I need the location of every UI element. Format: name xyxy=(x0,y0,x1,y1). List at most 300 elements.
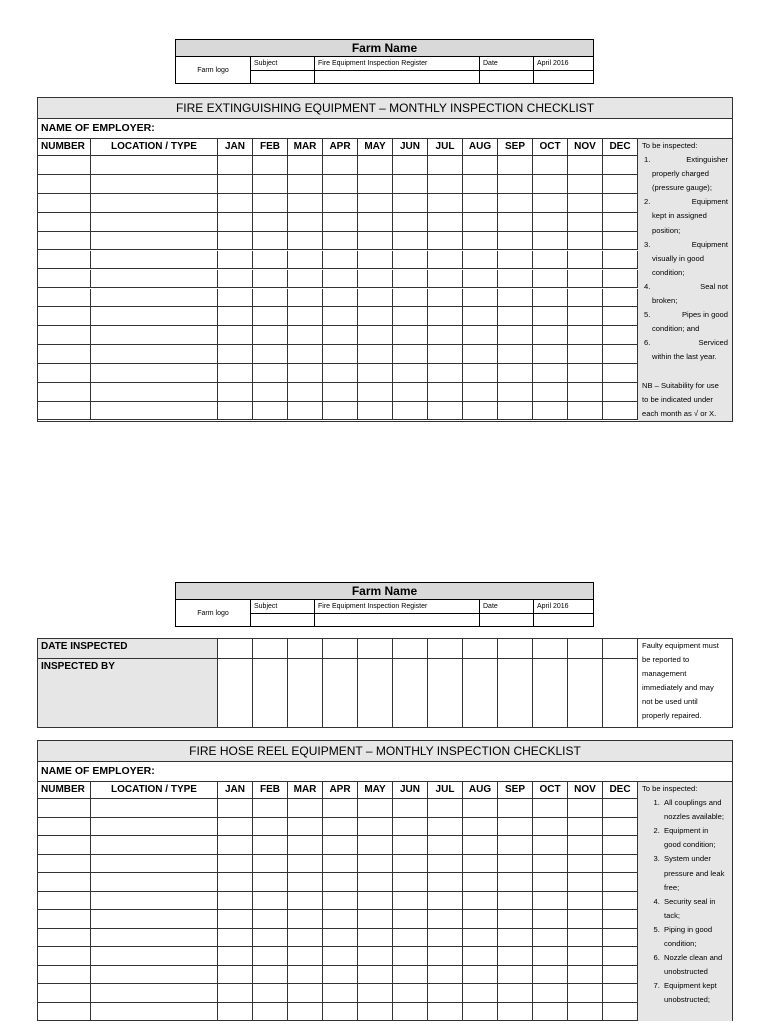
month-cell[interactable] xyxy=(288,799,323,818)
month-cell[interactable] xyxy=(288,232,323,251)
month-cell[interactable] xyxy=(533,251,568,270)
month-cell[interactable] xyxy=(603,799,638,818)
month-cell[interactable] xyxy=(568,966,603,985)
month-cell[interactable] xyxy=(568,836,603,855)
month-cell[interactable] xyxy=(498,326,533,345)
month-cell[interactable] xyxy=(358,270,393,289)
month-cell[interactable] xyxy=(323,402,358,421)
month-cell[interactable] xyxy=(253,799,288,818)
month-cell[interactable] xyxy=(323,175,358,194)
location-cell[interactable] xyxy=(91,289,218,308)
month-cell[interactable] xyxy=(568,402,603,421)
month-cell[interactable] xyxy=(358,966,393,985)
month-cell[interactable] xyxy=(358,232,393,251)
month-cell[interactable] xyxy=(463,984,498,1003)
month-cell[interactable] xyxy=(568,194,603,213)
month-cell[interactable] xyxy=(498,213,533,232)
month-cell[interactable] xyxy=(218,345,253,364)
month-cell[interactable] xyxy=(533,270,568,289)
month-cell[interactable] xyxy=(603,892,638,911)
month-cell[interactable] xyxy=(428,345,463,364)
month-cell[interactable] xyxy=(218,270,253,289)
month-cell[interactable] xyxy=(323,307,358,326)
month-cell[interactable] xyxy=(358,156,393,175)
month-cell[interactable] xyxy=(323,326,358,345)
month-cell[interactable] xyxy=(428,892,463,911)
month-cell[interactable] xyxy=(323,947,358,966)
month-cell[interactable] xyxy=(603,345,638,364)
month-cell[interactable] xyxy=(393,383,428,402)
month-cell[interactable] xyxy=(358,213,393,232)
month-cell[interactable] xyxy=(218,1003,253,1022)
month-cell[interactable] xyxy=(568,1003,603,1022)
month-cell[interactable] xyxy=(533,307,568,326)
month-cell[interactable] xyxy=(568,929,603,948)
date-inspected-cell[interactable] xyxy=(533,639,568,659)
location-cell[interactable] xyxy=(91,984,218,1003)
month-cell[interactable] xyxy=(463,836,498,855)
month-cell[interactable] xyxy=(498,947,533,966)
inspected-by-cell[interactable] xyxy=(603,659,638,727)
month-cell[interactable] xyxy=(393,984,428,1003)
number-cell[interactable] xyxy=(38,175,91,194)
location-cell[interactable] xyxy=(91,910,218,929)
month-cell[interactable] xyxy=(603,929,638,948)
month-cell[interactable] xyxy=(218,194,253,213)
month-cell[interactable] xyxy=(323,910,358,929)
month-cell[interactable] xyxy=(218,175,253,194)
month-cell[interactable] xyxy=(323,270,358,289)
location-cell[interactable] xyxy=(91,818,218,837)
month-cell[interactable] xyxy=(253,156,288,175)
month-cell[interactable] xyxy=(323,1003,358,1022)
month-cell[interactable] xyxy=(288,383,323,402)
location-cell[interactable] xyxy=(91,345,218,364)
month-cell[interactable] xyxy=(218,910,253,929)
month-cell[interactable] xyxy=(323,873,358,892)
month-cell[interactable] xyxy=(428,383,463,402)
month-cell[interactable] xyxy=(463,326,498,345)
month-cell[interactable] xyxy=(463,213,498,232)
location-cell[interactable] xyxy=(91,873,218,892)
month-cell[interactable] xyxy=(498,799,533,818)
location-cell[interactable] xyxy=(91,1003,218,1022)
month-cell[interactable] xyxy=(218,947,253,966)
number-cell[interactable] xyxy=(38,966,91,985)
number-cell[interactable] xyxy=(38,345,91,364)
month-cell[interactable] xyxy=(393,836,428,855)
month-cell[interactable] xyxy=(533,947,568,966)
month-cell[interactable] xyxy=(323,383,358,402)
month-cell[interactable] xyxy=(253,232,288,251)
number-cell[interactable] xyxy=(38,251,91,270)
month-cell[interactable] xyxy=(463,929,498,948)
month-cell[interactable] xyxy=(498,929,533,948)
inspected-by-cell[interactable] xyxy=(288,659,323,727)
month-cell[interactable] xyxy=(393,402,428,421)
month-cell[interactable] xyxy=(603,873,638,892)
subject-value-blank[interactable] xyxy=(315,70,480,84)
month-cell[interactable] xyxy=(218,929,253,948)
date-inspected-cell[interactable] xyxy=(428,639,463,659)
month-cell[interactable] xyxy=(253,966,288,985)
inspected-by-cell[interactable] xyxy=(323,659,358,727)
month-cell[interactable] xyxy=(393,307,428,326)
month-cell[interactable] xyxy=(253,873,288,892)
inspected-by-cell[interactable] xyxy=(533,659,568,727)
month-cell[interactable] xyxy=(463,307,498,326)
month-cell[interactable] xyxy=(253,251,288,270)
month-cell[interactable] xyxy=(428,307,463,326)
month-cell[interactable] xyxy=(253,289,288,308)
month-cell[interactable] xyxy=(218,156,253,175)
month-cell[interactable] xyxy=(323,213,358,232)
inspected-by-cell[interactable] xyxy=(428,659,463,727)
month-cell[interactable] xyxy=(463,270,498,289)
month-cell[interactable] xyxy=(533,966,568,985)
month-cell[interactable] xyxy=(288,836,323,855)
month-cell[interactable] xyxy=(603,402,638,421)
month-cell[interactable] xyxy=(498,251,533,270)
month-cell[interactable] xyxy=(218,213,253,232)
month-cell[interactable] xyxy=(218,289,253,308)
inspected-by-cell[interactable] xyxy=(253,659,288,727)
month-cell[interactable] xyxy=(393,270,428,289)
month-cell[interactable] xyxy=(463,156,498,175)
month-cell[interactable] xyxy=(603,326,638,345)
month-cell[interactable] xyxy=(603,194,638,213)
month-cell[interactable] xyxy=(358,383,393,402)
month-cell[interactable] xyxy=(463,947,498,966)
month-cell[interactable] xyxy=(603,855,638,874)
month-cell[interactable] xyxy=(358,984,393,1003)
month-cell[interactable] xyxy=(358,947,393,966)
month-cell[interactable] xyxy=(393,251,428,270)
month-cell[interactable] xyxy=(498,892,533,911)
date-inspected-cell[interactable] xyxy=(253,639,288,659)
month-cell[interactable] xyxy=(358,855,393,874)
month-cell[interactable] xyxy=(463,892,498,911)
date-inspected-cell[interactable] xyxy=(288,639,323,659)
month-cell[interactable] xyxy=(428,289,463,308)
month-cell[interactable] xyxy=(428,1003,463,1022)
month-cell[interactable] xyxy=(288,345,323,364)
inspected-by-cell[interactable] xyxy=(393,659,428,727)
number-cell[interactable] xyxy=(38,855,91,874)
month-cell[interactable] xyxy=(498,1003,533,1022)
month-cell[interactable] xyxy=(498,383,533,402)
month-cell[interactable] xyxy=(498,345,533,364)
month-cell[interactable] xyxy=(253,383,288,402)
date-inspected-cell[interactable] xyxy=(603,639,638,659)
month-cell[interactable] xyxy=(568,289,603,308)
subject-blank[interactable] xyxy=(251,613,315,627)
month-cell[interactable] xyxy=(533,799,568,818)
number-cell[interactable] xyxy=(38,383,91,402)
month-cell[interactable] xyxy=(358,194,393,213)
month-cell[interactable] xyxy=(428,929,463,948)
month-cell[interactable] xyxy=(533,1003,568,1022)
month-cell[interactable] xyxy=(533,818,568,837)
month-cell[interactable] xyxy=(603,364,638,383)
month-cell[interactable] xyxy=(568,910,603,929)
month-cell[interactable] xyxy=(568,855,603,874)
month-cell[interactable] xyxy=(463,383,498,402)
month-cell[interactable] xyxy=(568,947,603,966)
month-cell[interactable] xyxy=(568,345,603,364)
month-cell[interactable] xyxy=(428,799,463,818)
month-cell[interactable] xyxy=(393,232,428,251)
month-cell[interactable] xyxy=(568,213,603,232)
month-cell[interactable] xyxy=(288,364,323,383)
month-cell[interactable] xyxy=(428,873,463,892)
month-cell[interactable] xyxy=(428,156,463,175)
month-cell[interactable] xyxy=(218,818,253,837)
month-cell[interactable] xyxy=(288,929,323,948)
month-cell[interactable] xyxy=(568,307,603,326)
date-inspected-cell[interactable] xyxy=(463,639,498,659)
number-cell[interactable] xyxy=(38,289,91,308)
month-cell[interactable] xyxy=(288,402,323,421)
month-cell[interactable] xyxy=(428,966,463,985)
month-cell[interactable] xyxy=(533,836,568,855)
month-cell[interactable] xyxy=(533,156,568,175)
month-cell[interactable] xyxy=(533,213,568,232)
month-cell[interactable] xyxy=(393,156,428,175)
month-cell[interactable] xyxy=(323,156,358,175)
month-cell[interactable] xyxy=(533,232,568,251)
month-cell[interactable] xyxy=(603,836,638,855)
month-cell[interactable] xyxy=(463,873,498,892)
month-cell[interactable] xyxy=(253,213,288,232)
month-cell[interactable] xyxy=(218,892,253,911)
month-cell[interactable] xyxy=(568,818,603,837)
month-cell[interactable] xyxy=(358,929,393,948)
month-cell[interactable] xyxy=(463,855,498,874)
month-cell[interactable] xyxy=(533,855,568,874)
number-cell[interactable] xyxy=(38,818,91,837)
inspected-by-cell[interactable] xyxy=(358,659,393,727)
month-cell[interactable] xyxy=(463,364,498,383)
month-cell[interactable] xyxy=(288,855,323,874)
month-cell[interactable] xyxy=(253,326,288,345)
month-cell[interactable] xyxy=(288,873,323,892)
month-cell[interactable] xyxy=(253,364,288,383)
month-cell[interactable] xyxy=(603,213,638,232)
month-cell[interactable] xyxy=(603,383,638,402)
month-cell[interactable] xyxy=(533,345,568,364)
month-cell[interactable] xyxy=(498,364,533,383)
month-cell[interactable] xyxy=(218,364,253,383)
month-cell[interactable] xyxy=(323,194,358,213)
month-cell[interactable] xyxy=(358,402,393,421)
month-cell[interactable] xyxy=(603,232,638,251)
month-cell[interactable] xyxy=(463,966,498,985)
month-cell[interactable] xyxy=(428,984,463,1003)
date-inspected-cell[interactable] xyxy=(358,639,393,659)
location-cell[interactable] xyxy=(91,836,218,855)
month-cell[interactable] xyxy=(253,307,288,326)
month-cell[interactable] xyxy=(393,175,428,194)
number-cell[interactable] xyxy=(38,910,91,929)
month-cell[interactable] xyxy=(533,383,568,402)
month-cell[interactable] xyxy=(463,194,498,213)
month-cell[interactable] xyxy=(428,818,463,837)
month-cell[interactable] xyxy=(288,910,323,929)
month-cell[interactable] xyxy=(253,836,288,855)
month-cell[interactable] xyxy=(498,910,533,929)
month-cell[interactable] xyxy=(498,232,533,251)
month-cell[interactable] xyxy=(428,175,463,194)
number-cell[interactable] xyxy=(38,156,91,175)
month-cell[interactable] xyxy=(498,270,533,289)
month-cell[interactable] xyxy=(603,156,638,175)
month-cell[interactable] xyxy=(358,836,393,855)
subject-value-blank[interactable] xyxy=(315,613,480,627)
month-cell[interactable] xyxy=(253,1003,288,1022)
month-cell[interactable] xyxy=(428,402,463,421)
month-cell[interactable] xyxy=(463,175,498,194)
month-cell[interactable] xyxy=(498,873,533,892)
inspected-by-cell[interactable] xyxy=(568,659,603,727)
month-cell[interactable] xyxy=(358,1003,393,1022)
month-cell[interactable] xyxy=(288,984,323,1003)
month-cell[interactable] xyxy=(323,232,358,251)
location-cell[interactable] xyxy=(91,213,218,232)
location-cell[interactable] xyxy=(91,364,218,383)
month-cell[interactable] xyxy=(463,818,498,837)
location-cell[interactable] xyxy=(91,251,218,270)
number-cell[interactable] xyxy=(38,213,91,232)
month-cell[interactable] xyxy=(428,213,463,232)
month-cell[interactable] xyxy=(603,984,638,1003)
month-cell[interactable] xyxy=(288,947,323,966)
month-cell[interactable] xyxy=(393,213,428,232)
location-cell[interactable] xyxy=(91,799,218,818)
month-cell[interactable] xyxy=(288,966,323,985)
number-cell[interactable] xyxy=(38,326,91,345)
location-cell[interactable] xyxy=(91,402,218,421)
month-cell[interactable] xyxy=(218,799,253,818)
month-cell[interactable] xyxy=(603,251,638,270)
month-cell[interactable] xyxy=(358,799,393,818)
month-cell[interactable] xyxy=(253,194,288,213)
month-cell[interactable] xyxy=(358,910,393,929)
location-cell[interactable] xyxy=(91,929,218,948)
month-cell[interactable] xyxy=(428,855,463,874)
number-cell[interactable] xyxy=(38,892,91,911)
number-cell[interactable] xyxy=(38,873,91,892)
month-cell[interactable] xyxy=(218,383,253,402)
month-cell[interactable] xyxy=(288,251,323,270)
month-cell[interactable] xyxy=(218,307,253,326)
month-cell[interactable] xyxy=(603,289,638,308)
month-cell[interactable] xyxy=(533,194,568,213)
date-value-blank[interactable] xyxy=(534,613,594,627)
month-cell[interactable] xyxy=(568,270,603,289)
month-cell[interactable] xyxy=(603,818,638,837)
date-inspected-cell[interactable] xyxy=(498,639,533,659)
month-cell[interactable] xyxy=(323,345,358,364)
month-cell[interactable] xyxy=(568,156,603,175)
date-blank[interactable] xyxy=(480,613,534,627)
month-cell[interactable] xyxy=(323,799,358,818)
month-cell[interactable] xyxy=(603,307,638,326)
month-cell[interactable] xyxy=(323,855,358,874)
month-cell[interactable] xyxy=(428,326,463,345)
month-cell[interactable] xyxy=(288,289,323,308)
month-cell[interactable] xyxy=(603,1003,638,1022)
month-cell[interactable] xyxy=(393,910,428,929)
month-cell[interactable] xyxy=(288,892,323,911)
month-cell[interactable] xyxy=(498,836,533,855)
month-cell[interactable] xyxy=(498,289,533,308)
inspected-by-cell[interactable] xyxy=(218,659,253,727)
month-cell[interactable] xyxy=(253,855,288,874)
month-cell[interactable] xyxy=(253,818,288,837)
location-cell[interactable] xyxy=(91,307,218,326)
month-cell[interactable] xyxy=(568,326,603,345)
month-cell[interactable] xyxy=(533,910,568,929)
number-cell[interactable] xyxy=(38,194,91,213)
month-cell[interactable] xyxy=(603,175,638,194)
month-cell[interactable] xyxy=(463,289,498,308)
number-cell[interactable] xyxy=(38,1003,91,1022)
month-cell[interactable] xyxy=(568,175,603,194)
month-cell[interactable] xyxy=(288,270,323,289)
month-cell[interactable] xyxy=(358,892,393,911)
month-cell[interactable] xyxy=(568,383,603,402)
month-cell[interactable] xyxy=(358,289,393,308)
month-cell[interactable] xyxy=(393,345,428,364)
month-cell[interactable] xyxy=(288,818,323,837)
month-cell[interactable] xyxy=(218,326,253,345)
month-cell[interactable] xyxy=(323,251,358,270)
month-cell[interactable] xyxy=(218,855,253,874)
month-cell[interactable] xyxy=(533,364,568,383)
month-cell[interactable] xyxy=(393,289,428,308)
date-inspected-cell[interactable] xyxy=(323,639,358,659)
month-cell[interactable] xyxy=(288,175,323,194)
month-cell[interactable] xyxy=(218,402,253,421)
month-cell[interactable] xyxy=(568,984,603,1003)
month-cell[interactable] xyxy=(218,836,253,855)
month-cell[interactable] xyxy=(323,966,358,985)
month-cell[interactable] xyxy=(358,364,393,383)
location-cell[interactable] xyxy=(91,175,218,194)
month-cell[interactable] xyxy=(428,194,463,213)
month-cell[interactable] xyxy=(463,232,498,251)
location-cell[interactable] xyxy=(91,194,218,213)
month-cell[interactable] xyxy=(428,270,463,289)
month-cell[interactable] xyxy=(218,251,253,270)
month-cell[interactable] xyxy=(533,175,568,194)
month-cell[interactable] xyxy=(498,194,533,213)
month-cell[interactable] xyxy=(288,213,323,232)
month-cell[interactable] xyxy=(603,947,638,966)
month-cell[interactable] xyxy=(288,1003,323,1022)
month-cell[interactable] xyxy=(253,270,288,289)
month-cell[interactable] xyxy=(393,818,428,837)
month-cell[interactable] xyxy=(428,836,463,855)
month-cell[interactable] xyxy=(568,251,603,270)
month-cell[interactable] xyxy=(533,984,568,1003)
month-cell[interactable] xyxy=(358,818,393,837)
month-cell[interactable] xyxy=(463,402,498,421)
month-cell[interactable] xyxy=(323,892,358,911)
number-cell[interactable] xyxy=(38,232,91,251)
month-cell[interactable] xyxy=(393,855,428,874)
